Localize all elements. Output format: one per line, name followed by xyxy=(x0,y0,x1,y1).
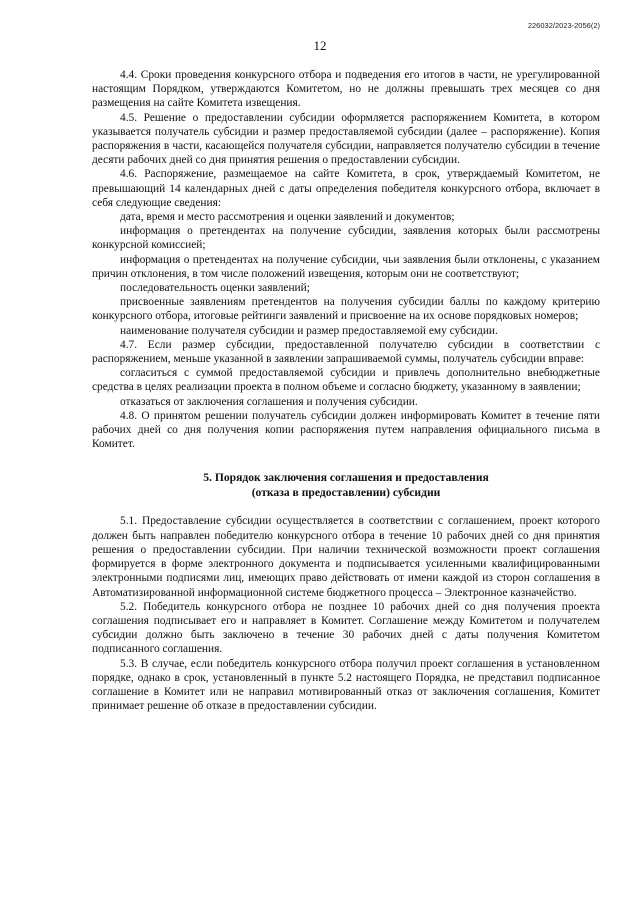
page-number: 12 xyxy=(313,38,327,53)
paragraph-5-1: 5.1. Предоставление субсидии осуществляется в соответствии с соглашением, проект которого должен быть направлен победителю конкурсного отбора в течение 10 рабочих дней со дня принятия решения о предоставлении субсидии. При наличии технической возможности проект соглашения формируется в форме электронного документа и подписывается усиленными квалифицированными электронными подписями лиц, имеющих право действовать от имени каждой из сторон соглашения в Автоматизированной информационной системе бюджетного процесса – Электронное казначейство. xyxy=(92,515,600,599)
paragraph-4-7: 4.7. Если размер субсидии, предоставленной получателю субсидии в соответствии с распоряжением, меньше указанной в заявлении запрашиваемой суммы, получатель субсидии вправе: xyxy=(92,338,600,366)
paragraph-5-3: 5.3. В случае, если победитель конкурсного отбора получил проект соглашения в установленном порядке, однако в срок, установленный в пункте 5.2 настоящего Порядка, не представил подписанное соглашение в Комитет или не направил мотивированный отказ от заключения соглашения, Комитет принимает решение об отказе в предоставлении субсидии. xyxy=(92,657,600,713)
paragraph-4-6: 4.6. Распоряжение, размещаемое на сайте Комитета, в срок, утверждаемый Комитетом, не превышающий 14 календарных дней с даты определения победителя конкурсного отбора, включает в себя следующие сведения: xyxy=(92,168,600,209)
list-item: согласиться с суммой предоставляемой субсидии и привлечь дополнительно внебюджетные средства в целях реализации проекта в полном объеме и согласно бюджету, указанному в заявлении; xyxy=(92,367,600,394)
document-id: 226032/2023-2056(2) xyxy=(527,21,600,30)
list-item: дата, время и место рассмотрения и оценки заявлений и документов; xyxy=(120,211,455,224)
paragraph-4-8: 4.8. О принятом решении получатель субсидии должен информировать Комитет в течение пяти рабочих дней со дня получения копии распоряжения путем направления официального письма в Комитет. xyxy=(92,409,600,451)
list-item: присвоенные заявлениям претендентов на получения субсидии баллы по каждому критерию конкурсного отбора, итоговые рейтинги заявлений и присвоение на их основе порядковых номеров; xyxy=(92,296,600,323)
paragraph-4-4: 4.4. Сроки проведения конкурсного отбора и подведения его итогов в части, не урегулированной настоящим Порядком, утверждаются Комитетом, но не должны превышать трех месяцев со дня размещения на сайте Комитета извещения. xyxy=(92,69,600,110)
section-title-line-2: (отказа в предоставлении) субсидии xyxy=(251,485,441,499)
list-item: наименование получателя субсидии и размер предоставляемой ему субсидии. xyxy=(120,324,498,337)
list-item: отказаться от заключения соглашения и получения субсидии. xyxy=(120,395,418,408)
paragraph-4-5: 4.5. Решение о предоставлении субсидии оформляется распоряжением Комитета, в котором указывается получатель субсидии и размер предоставляемой субсидии (далее – распоряжение). Копия распоряжения в части, касающейся получателя субсидии, направляется получателю субсидии в течение десяти рабочих дней со дня принятия решения о предоставлении субсидии. xyxy=(92,111,600,167)
document-body xyxy=(92,68,600,713)
list-item: информация о претендентах на получение субсидии, чьи заявления были отклонены, с указанием причин отклонения, в том числе положений извещения, которым они не соответствуют; xyxy=(92,253,600,280)
section-title-line-1: 5. Порядок заключения соглашения и предоставления xyxy=(203,471,489,485)
list-item: последовательность оценки заявлений; xyxy=(120,282,310,295)
paragraph-5-2: 5.2. Победитель конкурсного отбора не позднее 10 рабочих дней со дня получения проекта соглашения подписывает его и направляет в Комитет. Соглашение между Комитетом и получателем субсидии должно быть заключено в течение 30 рабочих дней с даты получения Комитетом подписанного соглашения. xyxy=(92,600,600,656)
list-item: информация о претендентах на получение субсидии, заявления которых были рассмотрены конкурсной комиссией; xyxy=(92,225,600,252)
section-title xyxy=(92,471,600,500)
